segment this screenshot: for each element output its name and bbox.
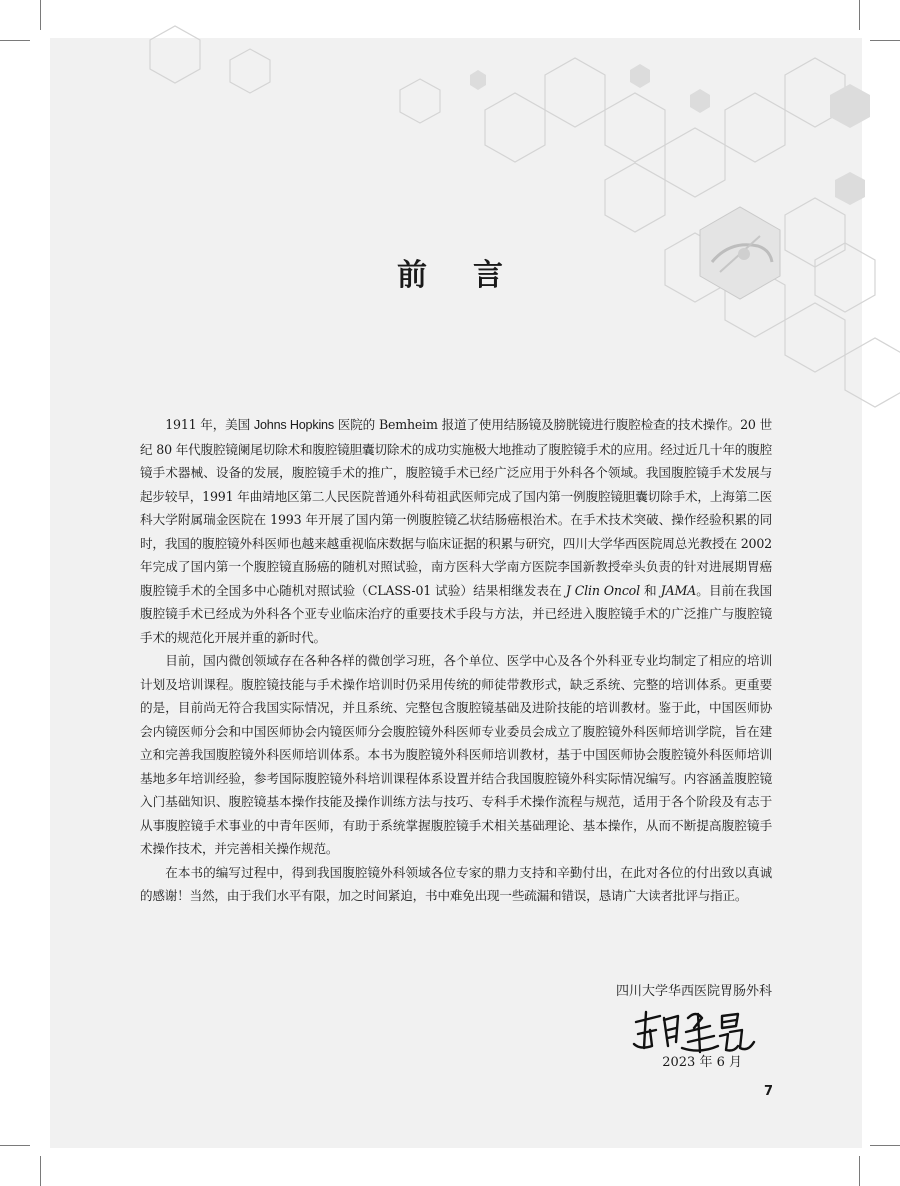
preface-paragraph: 在本书的编写过程中，得到我国腹腔镜外科领域各位专家的鼎力支持和辛勤付出，在此对各位的付出致以真诚的感谢！当然，由于我们水平有限，加之时间紧迫，书中难免出现一些疏漏和错误，恳请广大读者批评与指正。 xyxy=(140,864,772,903)
crop-mark xyxy=(40,1156,41,1186)
preface-body xyxy=(140,413,772,908)
preface-paragraph xyxy=(140,413,772,649)
crop-mark xyxy=(870,1145,900,1146)
signoff-department: 四川大学华西医院胃肠外科 xyxy=(615,984,772,999)
text-run: 1911 年，美国 xyxy=(165,417,254,432)
page-title: 前言 xyxy=(397,258,549,293)
page-number: 7 xyxy=(764,1084,774,1099)
journal-name: JAMA xyxy=(660,582,697,598)
text-run: 。目前在我国腹腔镜手术已经成为外科各个亚专业临床治疗的重要技术手段与方法，并已经进入腹腔镜手术的广泛推广与腹腔镜手术的规范化开展并重的新时代。 xyxy=(140,582,772,645)
text-run: Johns Hopkins xyxy=(253,418,334,432)
crop-mark xyxy=(0,1145,30,1146)
crop-mark xyxy=(859,1156,860,1186)
signoff-date: 2023 年 6 月 xyxy=(662,1055,742,1070)
journal-name: J Clin Oncol xyxy=(565,582,640,598)
text-run: 和 xyxy=(639,582,661,598)
hexagon-pattern xyxy=(0,0,900,430)
preface-paragraph: 目前，国内微创领域存在各种各样的微创学习班，各个单位、医学中心及各个外科亚专业均制定了相应的培训计划及培训课程。腹腔镜技能与手术操作培训时仍采用传统的师徒带教形式，缺乏系统、完整的培训体系。更重要的是，目前尚无符合我国实际情况，并且系统、完整包含腹腔镜基础及进阶技能的培训教材。鉴于此，中国医师协会内镜医师分会和中国医师协会内镜医师分会腹腔镜外科医师专业委员会成立了腹腔镜外科医师培训学院，旨在建立和完善我国腹腔镜外科医师培训体系。本书为腹腔镜外科医师培训教材，基于中国医师协会腹腔镜外科医师培训基地多年培训经验，参考国际腹腔镜外科培训课程体系设置并结合我国腹腔镜外科实际情况编写。内容涵盖腹腔镜入门基础知识、腹腔镜基本操作技能及操作训练方法与技巧、专科手术操作流程与规范，适用于各个阶段及有志于从事腹腔镜手术事业的中青年医师，有助于系统掌握腹腔镜手术相关基础理论、基本操作，从而不断提高腹腔镜手术操作技术，并完善相关操作规范。 xyxy=(140,653,772,856)
text-run: 医院的 Bemheim 报道了使用结肠镜及膀胱镜进行腹腔检查的技术操作。20 世纪 80 年代腹腔镜阑尾切除术和腹腔镜胆囊切除术的成功实施极大地推动了腹腔镜手术的应用。经过近几十年的腹腔镜手术器械、设备的发展，腹腔镜手术的推广，腹腔镜手术已经广泛应用于外科各个领域。我国腹腔镜手术发展与起步较早，1991 年曲靖地区第二人民医院普通外科荀祖武医师完成了国内第一例腹腔镜胆囊切除手术，上海第二医科大学附属瑞金医院在 1993 年开展了国内第一例腹腔镜乙状结肠癌根治术。在手术技术突破、操作经验积累的同时，我国的腹腔镜外科医师也越来越重视临床数据与临床证据的积累与研究，四川大学华西医院周总光教授在 2002 年完成了国内第一个腹腔镜直肠癌的随机对照试验，南方医科大学南方医院李国新教授牵头负责的针对进展期胃癌腹腔镜手术的全国多中心随机对照试验（CLASS-01 试验）结果相继发表在 xyxy=(140,417,772,598)
